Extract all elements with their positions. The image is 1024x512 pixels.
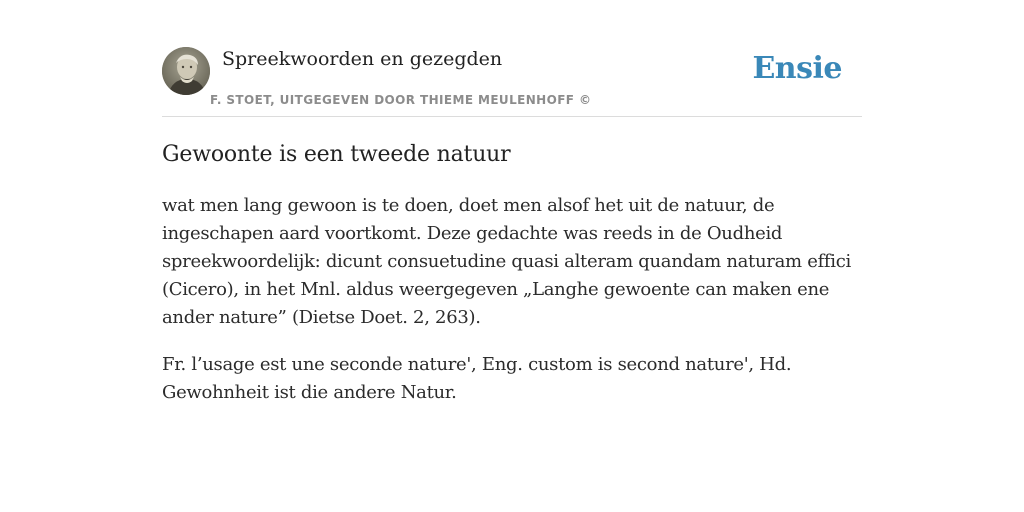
- entry-content: [162, 140, 862, 407]
- entry-paragraph: wat men lang gewoon is te doen, doet men alsof het uit de natuur, de ingeschapen aard voortkomt. Deze gedachte was reeds in de Oudheid spreekwoordelijk: dicunt consuetudine quasi alteram quandam naturam effici (Cicero), in het Mnl. aldus weergegeven „Langhe gewoente can maken ene ander nature” (Dietse Doet. 2, 263).: [162, 195, 851, 328]
- source-header: [162, 45, 862, 117]
- entry-paragraph: Fr. l’usage est une seconde nature', Eng. custom is second nature', Hd. Gewohnheit ist die andere Natur.: [162, 354, 792, 403]
- source-title[interactable]: Spreekwoorden en gezegden: [222, 48, 503, 70]
- publisher-credit: F. STOET, UITGEGEVEN DOOR THIEME MEULENHOFF ©: [210, 93, 592, 107]
- brand-logo[interactable]: Ensie: [752, 51, 842, 86]
- portrait-avatar[interactable]: [162, 47, 210, 95]
- portrait-icon: [162, 47, 210, 95]
- entry-title: Gewoonte is een tweede natuur: [162, 142, 511, 167]
